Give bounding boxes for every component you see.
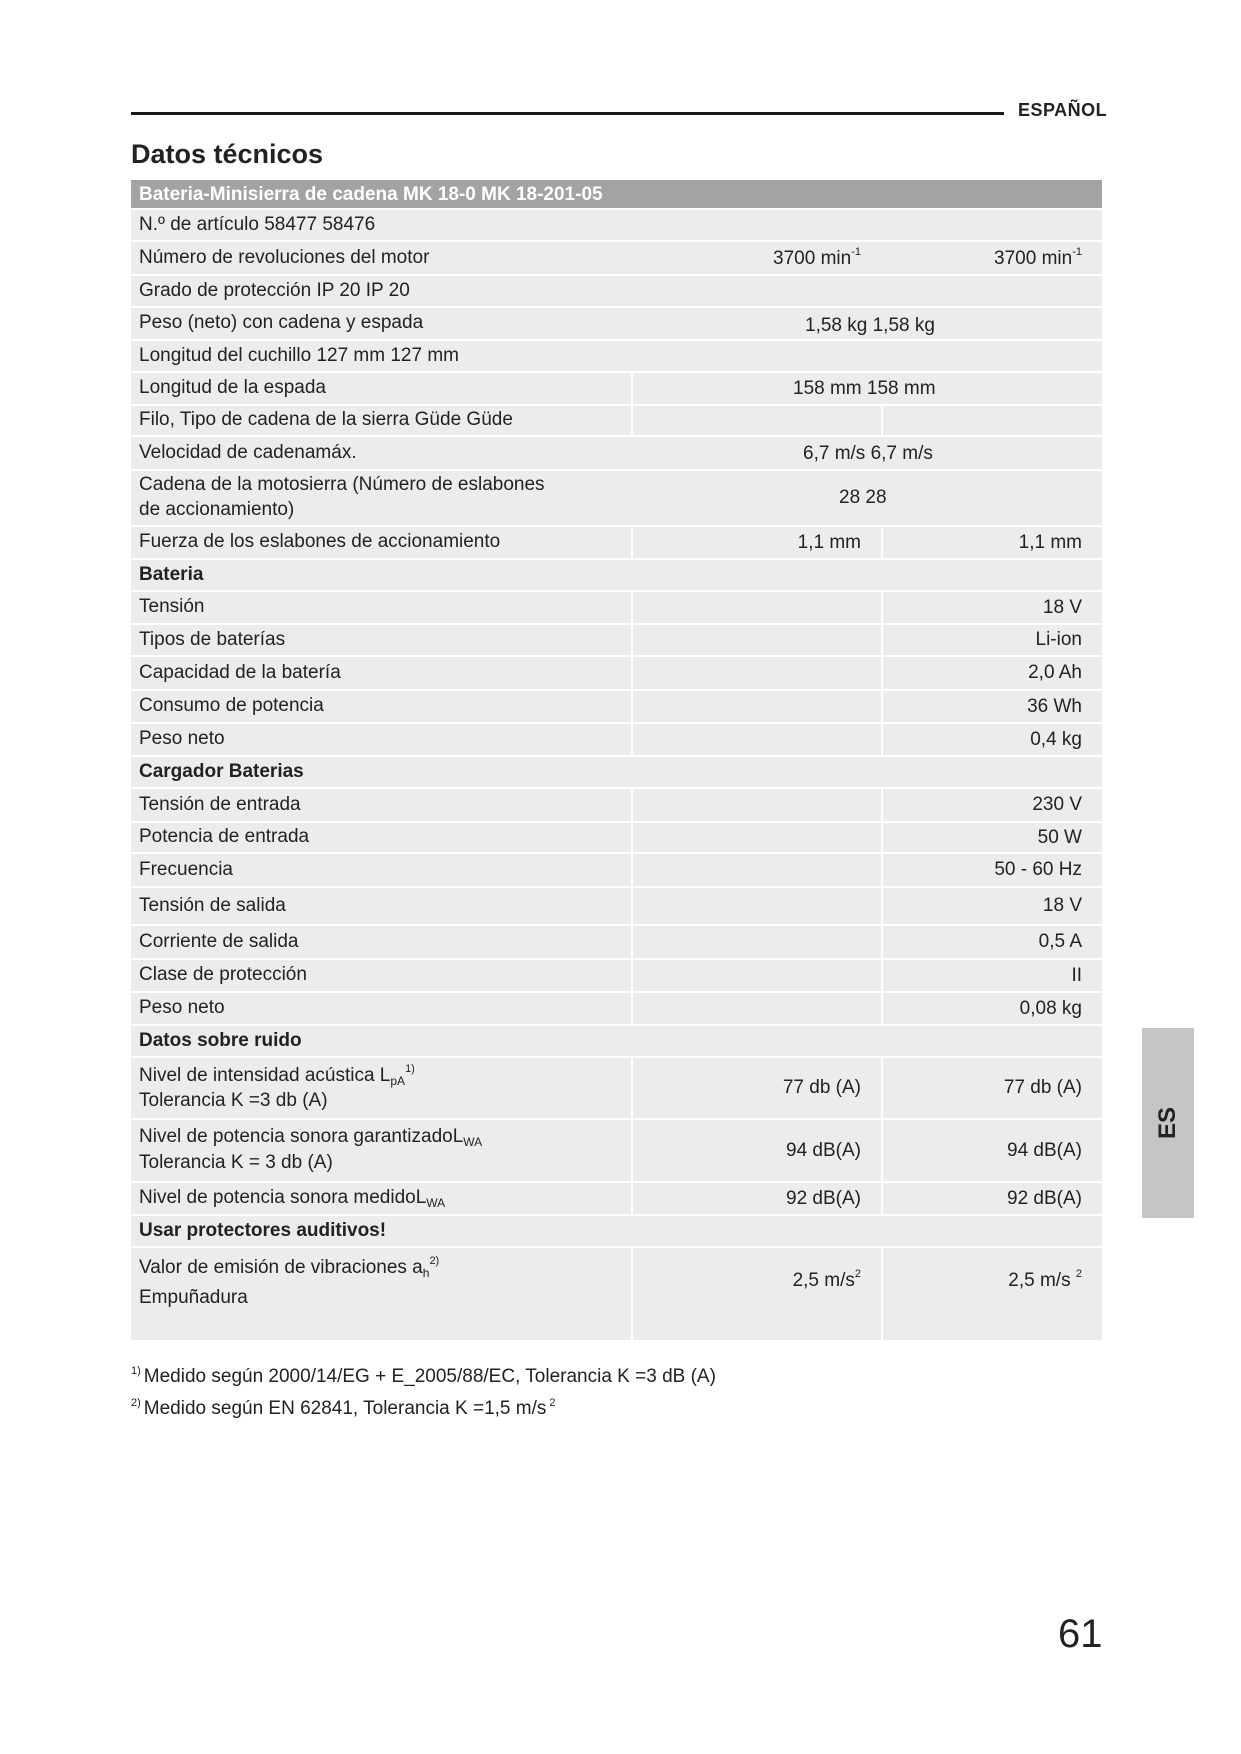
table-row: [131, 888, 1102, 926]
noise-section-title: Datos sobre ruido: [139, 1029, 302, 1051]
link-force-value-1: 1,1 mm: [797, 531, 861, 553]
table-row: [131, 1058, 1102, 1120]
battery-type-value: Li-ion: [1035, 629, 1082, 650]
measured-sound-power-value-1: 92 dB(A): [786, 1187, 861, 1209]
chain-links-value: 28 28: [839, 487, 887, 508]
power-consumption-label: Consumo de potencia: [139, 695, 324, 717]
input-voltage-label: Tensión de entrada: [139, 793, 301, 815]
vibration-value-1: 2,5 $m/s^2$: [792, 1268, 861, 1291]
header-rule: [131, 112, 1004, 115]
spec-table: [131, 180, 1102, 1340]
output-current-value: 0,5 A: [1038, 931, 1082, 952]
sound-pressure-label: Nivel de intensidad acústica $L_{pA}^{1)}$: [139, 1062, 415, 1088]
table-row-chain-type: [131, 406, 1102, 437]
protection-class-label: Clase de protección: [139, 964, 307, 986]
charger-weight-value: 0,08 kg: [1019, 997, 1082, 1019]
table-row: [131, 960, 1102, 993]
sound-pressure-tolerance: Tolerancia K =3 db (A): [139, 1090, 328, 1112]
weight-label: Peso (neto) con cadena y espada: [139, 312, 424, 334]
battery-capacity-value: 2,0 Ah: [1028, 662, 1082, 683]
motor-speed-value-1: 3700 $\min^{-1}$: [773, 246, 861, 269]
table-row-link-force: [131, 527, 1102, 560]
measured-sound-power-label: Nivel de potencia sonora medidoL$_{WA}$: [139, 1186, 446, 1210]
vibration-handle-label: Empuñadura: [139, 1286, 248, 1308]
battery-weight-value: 0,4 kg: [1030, 728, 1082, 750]
link-force-value-2: 1,1 mm: [1018, 531, 1082, 553]
motor-speed-value-2: 3700 $\min^{-1}$: [994, 246, 1082, 269]
battery-voltage-value: 18 V: [1042, 596, 1082, 618]
hearing-protection-notice: Usar protectores auditivos!: [139, 1219, 387, 1241]
output-voltage-value: 18 V: [1042, 895, 1082, 916]
guaranteed-sound-power-value-2: 94 dB(A): [1007, 1139, 1082, 1161]
chain-speed-value: 6,7 m/s 6,7 m/s: [803, 443, 933, 464]
battery-type-label: Tipos de baterías: [139, 628, 286, 650]
table-row: [131, 625, 1102, 657]
footnote-1: $^{1)}$ Medido según 2000/14/EG + E_2005/88/EC, Tolerancia K =3 dB (A): [131, 1365, 716, 1387]
section-noise: [131, 1026, 1102, 1058]
table-row: [131, 1248, 1102, 1340]
table-row: [131, 1120, 1102, 1183]
blade-length-label: Longitud del cuchillo 127 mm 127 mm: [139, 344, 460, 366]
table-row-motor-speed: [131, 242, 1102, 276]
output-current-label: Corriente de salida: [139, 930, 299, 952]
table-row: [131, 789, 1102, 823]
battery-capacity-label: Capacidad de la batería: [139, 661, 341, 683]
power-consumption-value: 36 Wh: [1027, 695, 1082, 717]
input-power-label: Potencia de entrada: [139, 826, 310, 848]
table-row-article: [131, 210, 1102, 242]
vibration-value-2: 2,5 m/s $^2$: [1008, 1268, 1082, 1291]
header-language: ESPAÑOL: [1018, 100, 1108, 120]
section-charger: [131, 757, 1102, 789]
bar-length-label: Longitud de la espada: [139, 377, 326, 399]
language-tab: [1142, 1028, 1194, 1218]
charger-weight-label: Peso neto: [139, 997, 225, 1019]
charger-section-title: Cargador Baterias: [139, 760, 304, 782]
link-force-label: Fuerza de los eslabones de accionamiento: [139, 531, 501, 553]
table-row-blade-length: [131, 341, 1102, 373]
page-title: Datos técnicos: [131, 139, 324, 169]
table-title: Bateria-Minisierra de cadena MK 18-0 MK 18-201-05: [131, 180, 1102, 210]
table-row: [131, 926, 1102, 960]
page-number: 61: [1058, 1612, 1103, 1656]
table-row: [131, 1183, 1102, 1216]
input-voltage-value: 230 V: [1032, 794, 1082, 815]
measured-sound-power-value-2: 92 dB(A): [1007, 1187, 1082, 1209]
table-row: [131, 823, 1102, 854]
section-battery: [131, 560, 1102, 592]
frequency-value: 50 - 60 Hz: [994, 859, 1082, 880]
table-row-chain-speed: [131, 437, 1102, 471]
table-row-weight: [131, 308, 1102, 341]
bar-length-value: 158 mm 158 mm: [793, 378, 936, 399]
footnote-2: $^{2)}$ Medido según EN 62841, Tolerancia K =1,5 m/s $^2$: [131, 1397, 556, 1419]
table-row-chain-links: [131, 471, 1102, 527]
table-row: [131, 993, 1102, 1026]
article-label: N.º de artículo 58477 58476: [139, 213, 376, 235]
protection-class-value: II: [1071, 964, 1082, 986]
sound-pressure-value-1: 77 db (A): [782, 1077, 861, 1098]
hearing-protection-row: [131, 1216, 1102, 1248]
battery-voltage-label: Tensión: [139, 596, 205, 618]
frequency-label: Frecuencia: [139, 858, 233, 880]
chain-links-label: Cadena de la motosierra (Número de eslabones de accionamiento): [139, 474, 545, 520]
footnotes: [131, 1358, 716, 1422]
table-row-protection-grade: [131, 276, 1102, 308]
guaranteed-sound-power-label: Nivel de potencia sonora garantizadoL$_{WA}$: [139, 1126, 483, 1150]
sound-pressure-value-2: 77 db (A): [1003, 1077, 1082, 1098]
guaranteed-sound-power-value-1: 94 dB(A): [786, 1139, 861, 1161]
table-row-bar-length: [131, 373, 1102, 406]
table-row: [131, 691, 1102, 724]
language-tab-label: ES: [1153, 1106, 1181, 1140]
vibration-label: Valor de emisión de vibraciones $a_h^{2)}$: [139, 1255, 440, 1280]
battery-weight-label: Peso neto: [139, 728, 225, 750]
input-power-value: 50 W: [1037, 826, 1082, 848]
table-row: [131, 657, 1102, 691]
chain-speed-label: Velocidad de cadenamáx.: [139, 441, 357, 463]
motor-speed-label: Número de revoluciones del motor: [139, 246, 430, 268]
table-row: [131, 592, 1102, 625]
table-row: [131, 724, 1102, 757]
weight-value: 1,58 kg 1,58 kg: [805, 315, 935, 336]
protection-grade-label: Grado de protección IP 20 IP 20: [139, 279, 410, 301]
battery-section-title: Bateria: [139, 563, 204, 585]
guaranteed-sound-power-tolerance: Tolerancia K = 3 db (A): [139, 1151, 333, 1173]
chain-type-label: Filo, Tipo de cadena de la sierra Güde Güde: [139, 409, 513, 431]
output-voltage-label: Tensión de salida: [139, 894, 286, 916]
table-row: [131, 854, 1102, 888]
